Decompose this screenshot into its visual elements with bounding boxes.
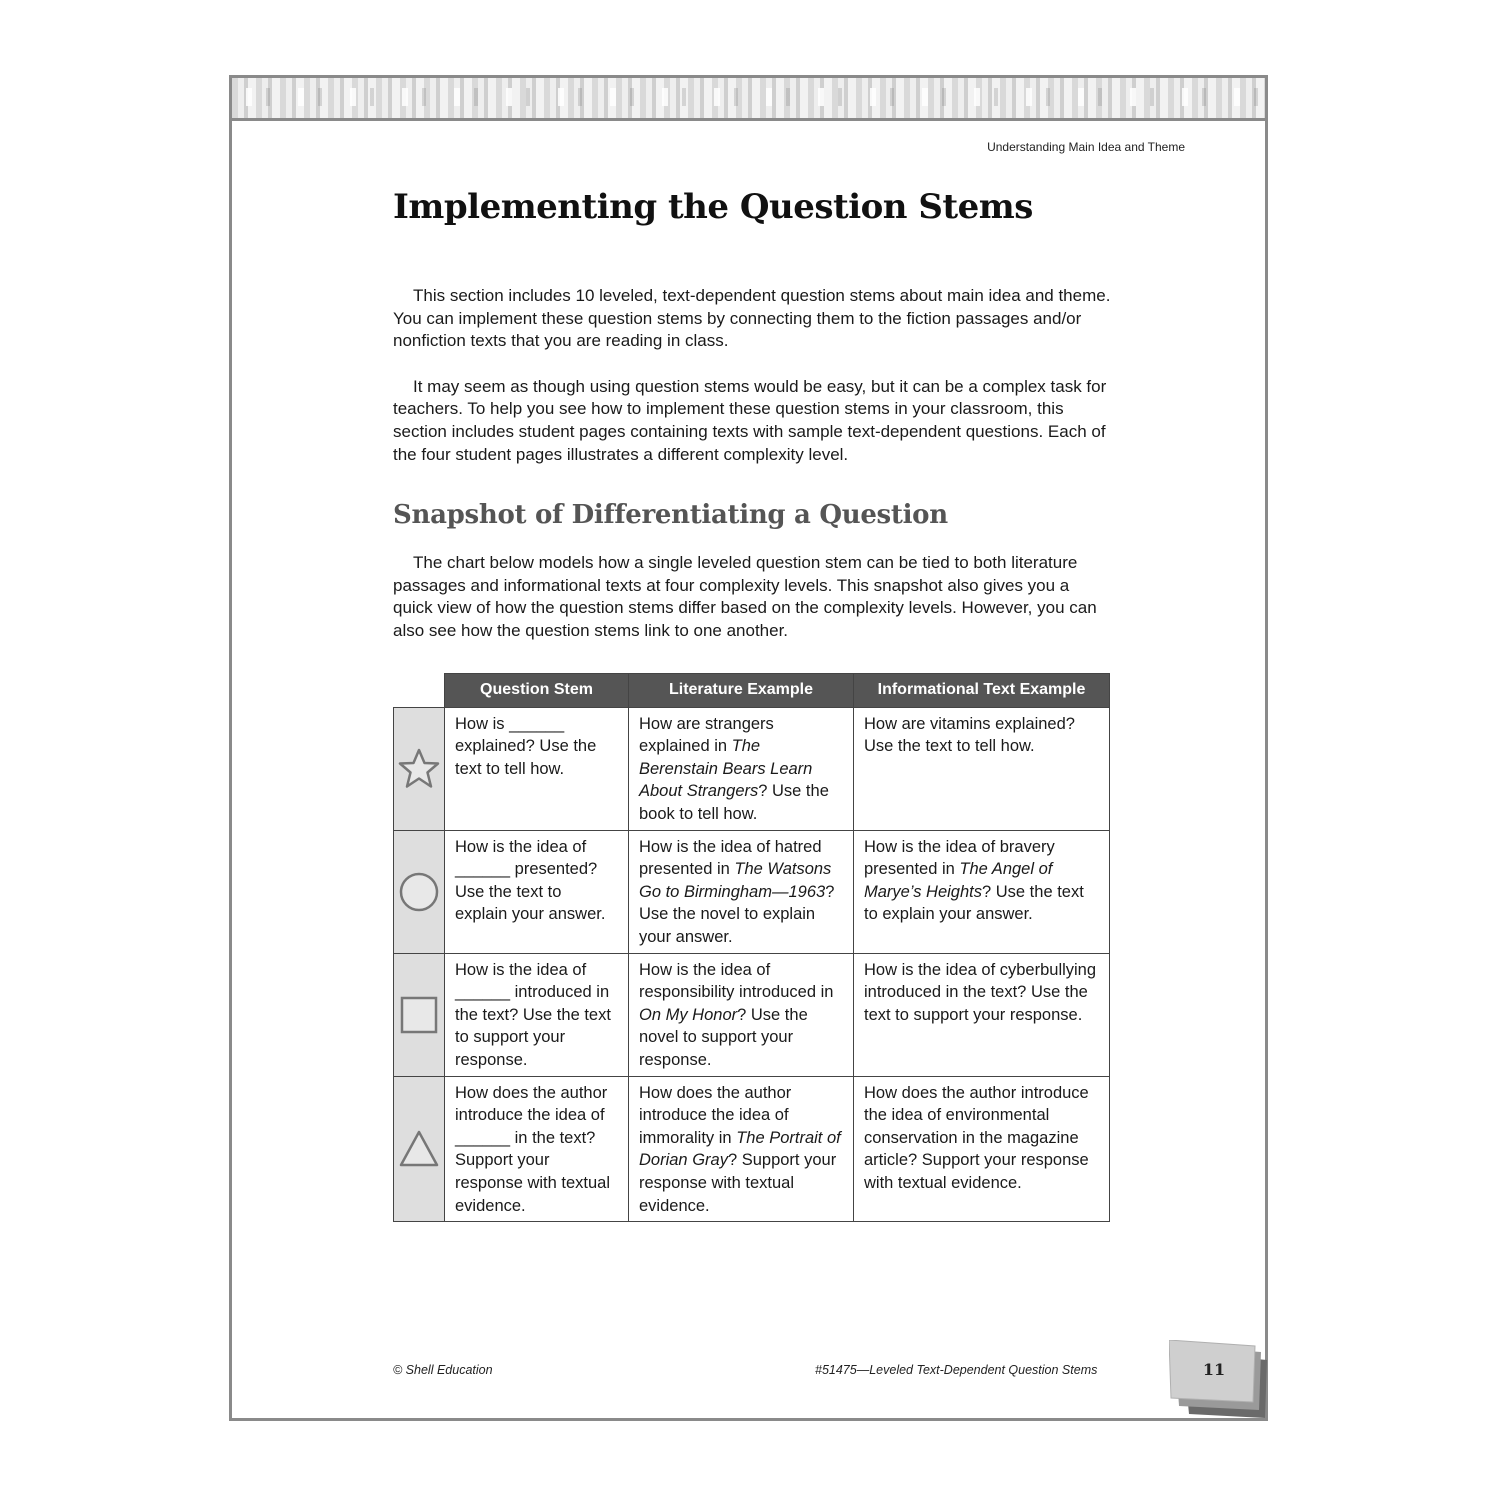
main-content — [393, 188, 1111, 1222]
table-row — [394, 707, 1110, 830]
literature-title: The Berenstain Bears Learn About Strangers — [639, 737, 813, 801]
informational-cell — [854, 1076, 1110, 1222]
informational-text-end: ? Use the text to explain your answer. — [864, 882, 1084, 924]
running-head: Understanding Main Idea and Theme — [987, 140, 1185, 154]
literature-text: How does the author introduce the idea of immorality in — [639, 1083, 792, 1147]
stem-cell: How is the idea of ______ presented? Use the text to explain your answer. — [445, 830, 629, 953]
level-shape-cell — [394, 830, 445, 953]
intro-paragraph-2: It may seem as though using question stems would be easy, but it can be a complex task for teachers. To help you see how to implement these question stems in your classroom, this section includes student pages containing texts with sample text-dependent questions. Each of the four student pages illustrates a different complexity level. — [393, 376, 1107, 464]
level-shape-cell — [394, 953, 445, 1076]
literature-text: How are strangers explained in — [639, 714, 774, 756]
header-informational-example: Informational Text Example — [854, 673, 1110, 707]
decorative-header-band — [232, 78, 1265, 121]
header-literature-example: Literature Example — [629, 673, 854, 707]
stem-cell: How is the idea of ______ introduced in the text? Use the text to support your response. — [445, 953, 629, 1076]
square-icon — [397, 993, 441, 1037]
intro-paragraph-1: This section includes 10 leveled, text-dependent question stems about main idea and theme. You can implement these question stems by connecting them to the fiction passages and/or nonfiction texts that you are reading in class. — [393, 286, 1111, 351]
informational-text: How is the idea of cyberbullying introduced in the text? Use the text to support your response. — [864, 960, 1097, 1024]
informational-text: How is the idea of bravery presented in — [864, 837, 1055, 879]
literature-cell — [629, 707, 854, 830]
header-question-stem: Question Stem — [445, 673, 629, 707]
page-title: Implementing the Question Stems — [393, 187, 1033, 227]
literature-cell — [629, 953, 854, 1076]
table-header-row — [394, 673, 1110, 707]
literature-text: How is the idea of responsibility introduced in — [639, 960, 834, 1002]
informational-cell — [854, 953, 1110, 1076]
informational-cell — [854, 830, 1110, 953]
footer-book-reference: #51475—Leveled Text-Dependent Question Stems — [815, 1363, 1098, 1377]
circle-icon — [397, 870, 441, 914]
informational-title: The Angel of Marye’s Heights — [864, 860, 1053, 901]
footer-copyright: © Shell Education — [393, 1363, 493, 1377]
table-row — [394, 953, 1110, 1076]
literature-cell — [629, 1076, 854, 1222]
literature-title: The Portrait of Dorian Gray — [639, 1128, 841, 1170]
literature-text-end: ? Use the novel to explain your answer. — [639, 882, 835, 946]
level-shape-cell — [394, 1076, 445, 1222]
page-tab-graphic — [1169, 1340, 1269, 1420]
informational-cell — [854, 707, 1110, 830]
table-row — [394, 830, 1110, 953]
section-paragraph: The chart below models how a single leveled question stem can be tied to both literature passages and informational texts at four complexity levels. This snapshot also gives you a quick view of how the question stems differ based on the complexity levels. However, you can also see how the question stems link to one another. — [393, 553, 1097, 641]
literature-text-end: ? Use the novel to support your response. — [639, 1005, 808, 1069]
triangle-icon — [397, 1127, 441, 1171]
literature-title: On My Honor — [639, 1005, 738, 1024]
header-blank-cell — [394, 673, 445, 707]
star-icon — [397, 747, 441, 791]
question-stems-table — [393, 673, 1110, 1222]
literature-text: How is the idea of hatred presented in — [639, 837, 822, 879]
informational-text: How are vitamins explained? Use the text to tell how. — [864, 714, 1075, 756]
page-number: 11 — [1202, 1360, 1226, 1379]
page-frame — [229, 75, 1268, 1421]
informational-text: How does the author introduce the idea of environmental conservation in the magazine article? Support your response with textual evidence. — [864, 1083, 1089, 1192]
stem-cell: How does the author introduce the idea of ______ in the text? Support your response with textual evidence. — [445, 1076, 629, 1222]
literature-cell — [629, 830, 854, 953]
literature-title: The Watsons Go to Birmingham—1963 — [639, 860, 832, 901]
level-shape-cell — [394, 707, 445, 830]
section-title: Snapshot of Differentiating a Question — [393, 500, 948, 531]
literature-text-end: ? Use the book to tell how. — [639, 782, 829, 823]
literature-text-end: ? Support your response with textual evidence. — [639, 1151, 837, 1215]
stem-cell: How is ______ explained? Use the text to tell how. — [445, 707, 629, 830]
table-row — [394, 1076, 1110, 1222]
